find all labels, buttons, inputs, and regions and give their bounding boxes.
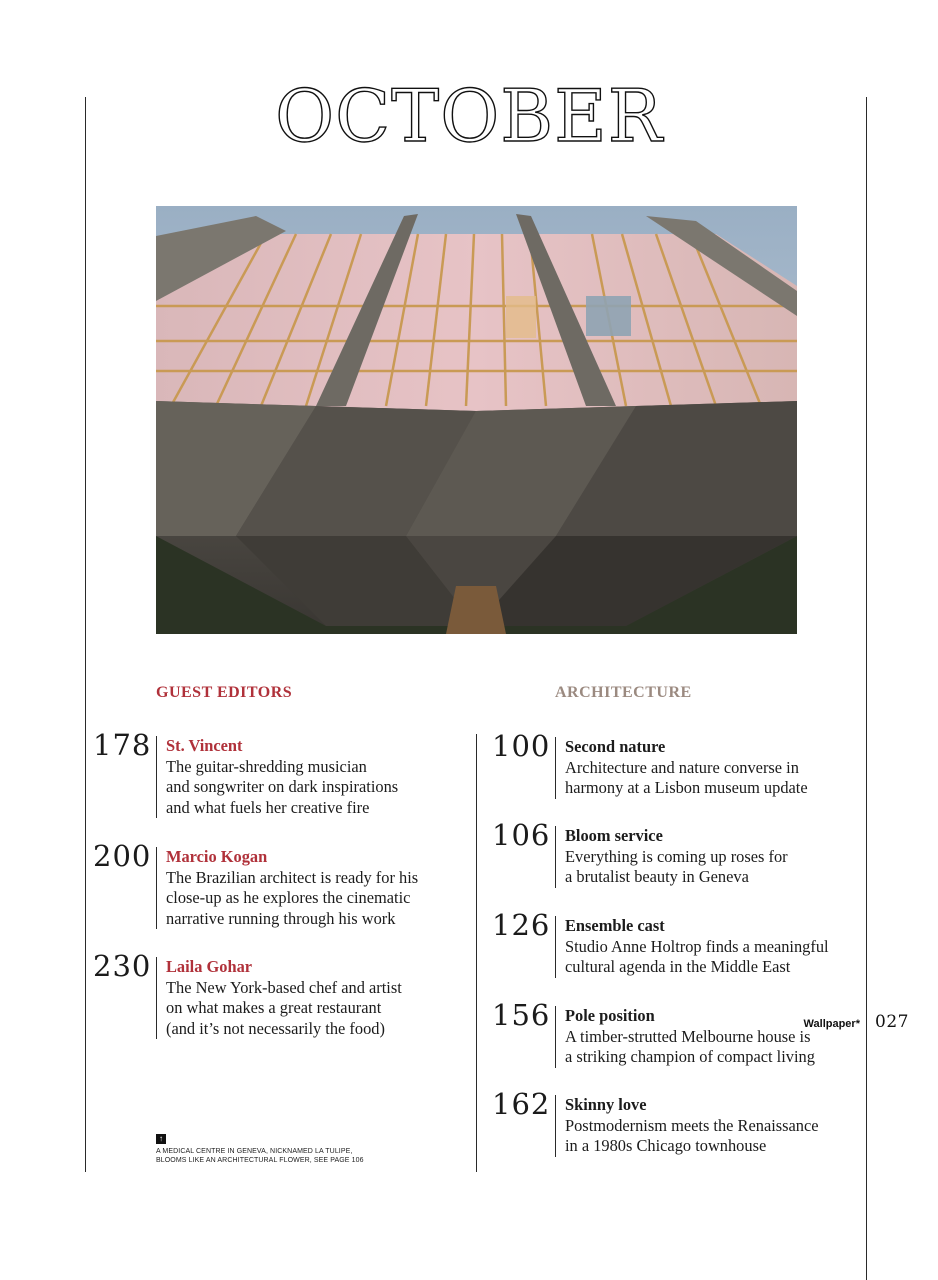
page-number: 178 xyxy=(93,728,152,762)
footer-rule xyxy=(866,1006,867,1280)
entry-title: Ensemble cast xyxy=(565,916,665,935)
entry-desc-line: The guitar-shredding musician xyxy=(166,756,367,776)
entry-title: Laila Gohar xyxy=(166,957,253,976)
page-number: 200 xyxy=(93,839,152,873)
folio-page-number: 027 xyxy=(875,1012,909,1032)
photo-caption xyxy=(156,1134,364,1165)
caption-line: BLOOMS LIKE AN ARCHITECTURAL FLOWER, SEE PAGE 106 xyxy=(156,1157,364,1164)
entry-desc-line: Architecture and nature converse in xyxy=(565,757,799,777)
entry-desc-line: close-up as he explores the cinematic xyxy=(166,888,411,907)
entry-desc-line: harmony at a Lisbon museum update xyxy=(565,778,808,797)
hero-photo xyxy=(156,206,797,634)
arrow-up-icon: ↑ xyxy=(156,1134,166,1144)
entry-title: Skinny love xyxy=(565,1095,647,1114)
left-rule xyxy=(85,97,86,1172)
page-number: 230 xyxy=(93,949,152,983)
entry-desc-line: on what makes a great restaurant xyxy=(166,998,382,1017)
page-title: OCTOBER xyxy=(275,74,663,158)
entry-title: Marcio Kogan xyxy=(166,847,268,866)
guest-editors-heading: GUEST EDITORS xyxy=(156,684,293,701)
entry-desc-line: A timber-strutted Melbourne house is xyxy=(565,1026,811,1046)
entry-desc-line: a striking champion of compact living xyxy=(565,1047,815,1066)
page-number: 106 xyxy=(492,818,551,852)
entry-desc-line: cultural agenda in the Middle East xyxy=(565,957,791,976)
entry-title: Bloom service xyxy=(565,826,663,845)
entry-desc-line: and what fuels her creative fire xyxy=(166,797,370,817)
entry-title: Second nature xyxy=(565,737,666,756)
entry-title: Pole position xyxy=(565,1006,655,1025)
entry-desc-line: in a 1980s Chicago townhouse xyxy=(565,1136,767,1155)
entry-desc-line: The New York-based chef and artist xyxy=(166,977,402,997)
page-number: 162 xyxy=(492,1087,551,1121)
page-number: 156 xyxy=(492,998,551,1032)
architecture-heading: ARCHITECTURE xyxy=(555,684,692,701)
entry-desc-line: narrative running through his work xyxy=(166,908,396,928)
entry-desc-line: and songwriter on dark inspirations xyxy=(166,777,399,796)
page-number: 126 xyxy=(492,908,551,942)
entry-desc-line: The Brazilian architect is ready for his xyxy=(166,867,419,887)
entry-title: St. Vincent xyxy=(166,736,243,755)
entry-desc-line: Postmodernism meets the Renaissance xyxy=(565,1115,819,1135)
page-number: 100 xyxy=(492,729,551,763)
entry-desc-line: a brutalist beauty in Geneva xyxy=(565,867,749,886)
center-rule xyxy=(476,734,477,1172)
caption-line: A MEDICAL CENTRE IN GENEVA, NICKNAMED LA TULIPE, xyxy=(156,1148,353,1155)
entry-desc-line: Everything is coming up roses for xyxy=(565,846,788,866)
brand-logo: Wallpaper* xyxy=(803,1018,860,1030)
entry-desc-line: Studio Anne Holtrop finds a meaningful xyxy=(565,936,829,956)
entry-desc-line: (and it’s not necessarily the food) xyxy=(166,1018,385,1038)
